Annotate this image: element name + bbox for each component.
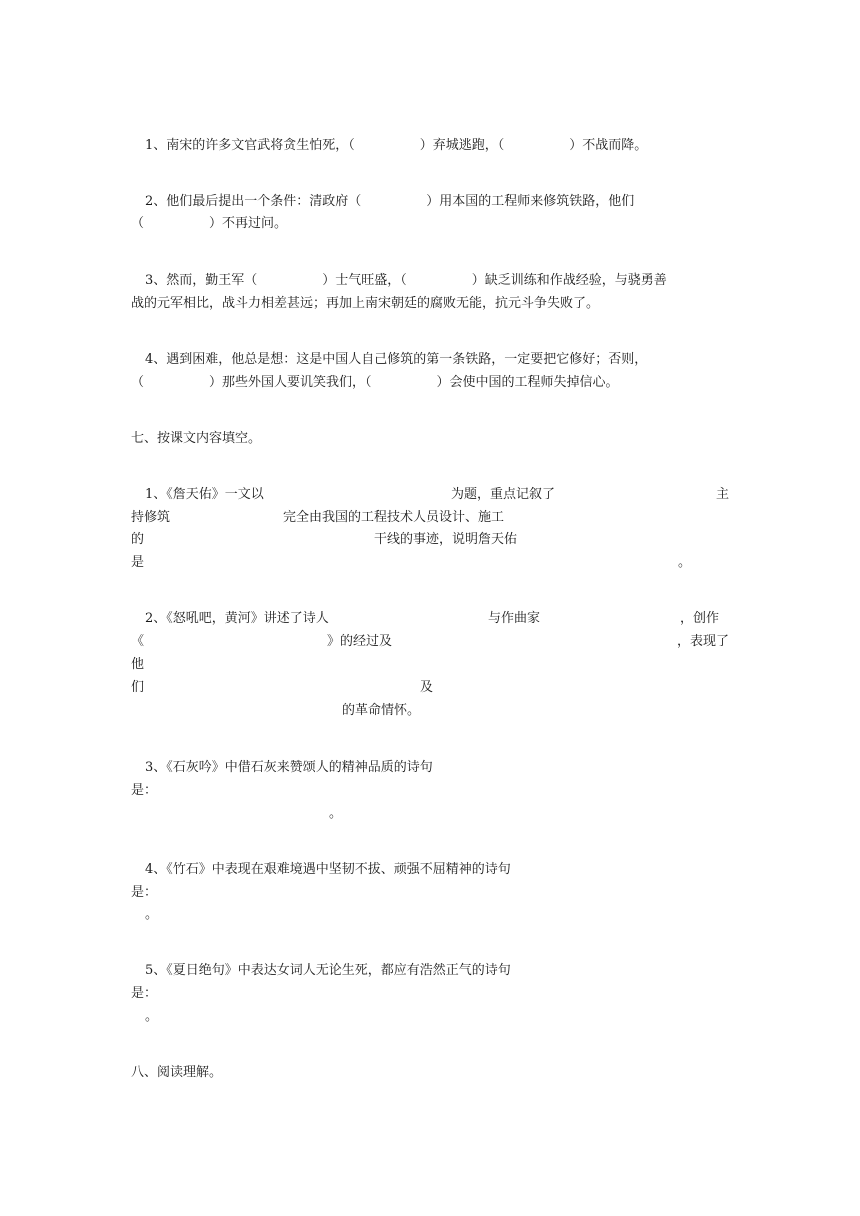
question-line: 是： <box>131 986 158 1001</box>
question-line: 3、然而，勤王军（ ）士气旺盛，（ ）缺乏训练和作战经验，与骁勇善 <box>145 273 667 288</box>
text-segment: 干线的事迹，说明詹天佑 <box>374 532 518 547</box>
question-line: 1、南宋的许多文官武将贪生怕死，（ ）弃城逃跑，（ ）不战而降。 <box>145 138 648 153</box>
text-segment: 与作曲家 <box>488 611 541 626</box>
text-segment: 的革命情怀。 <box>342 703 421 718</box>
text-segment: ，创作 <box>680 611 720 626</box>
text-segment: 的 <box>131 532 145 547</box>
text-segment: 是 <box>131 555 145 570</box>
text-segment: 1、《詹天佑》一文以 <box>145 487 264 502</box>
text-segment: 。 <box>678 555 692 570</box>
text-segment: 们 <box>131 680 145 695</box>
section-heading-7: 七、按课文内容填空。 <box>131 431 262 446</box>
text-segment: 为题，重点记叙了 <box>451 487 556 502</box>
question-line: 。 <box>329 806 343 821</box>
section-heading-8: 八、阅读理解。 <box>131 1065 223 1080</box>
question-line: 。 <box>145 907 159 922</box>
text-segment: 主 <box>716 487 730 502</box>
question-line: 4、《竹石》中表现在艰难境遇中坚韧不拔、顽强不屈精神的诗句 <box>145 862 511 877</box>
question-line: 战的元军相比，战斗力相差甚远；再加上南宋朝廷的腐败无能，抗元斗争失败了。 <box>131 296 600 311</box>
text-segment: 持修筑 <box>131 510 171 525</box>
question-line: 是： <box>131 783 158 798</box>
question-line: 4、遇到困难，他总是想：这是中国人自己修筑的第一条铁路，一定要把它修好；否则， <box>145 352 648 367</box>
text-segment: 《 <box>131 634 145 649</box>
question-line: 是： <box>131 885 158 900</box>
question-line: 。 <box>145 1009 159 1024</box>
question-line: （ ）不再过问。 <box>131 216 288 231</box>
text-segment: 及 <box>420 680 434 695</box>
text-segment: 他 <box>131 657 145 672</box>
text-segment: 》的经过及 <box>327 634 393 649</box>
question-line: （ ）那些外国人要讥笑我们，（ ）会使中国的工程师失掉信心。 <box>131 375 619 390</box>
question-line: 3、《石灰吟》中借石灰来赞颂人的精神品质的诗句 <box>145 760 433 775</box>
text-segment: 2、《怒吼吧，黄河》讲述了诗人 <box>145 611 329 626</box>
question-line: 2、他们最后提出一个条件：清政府（ ）用本国的工程师来修筑铁路，他们 <box>145 194 635 209</box>
question-line: 5、《夏日绝句》中表达女词人无论生死，都应有浩然正气的诗句 <box>145 963 511 978</box>
text-segment: ，表现了 <box>677 634 730 649</box>
text-segment: 完全由我国的工程技术人员设计、施工 <box>283 510 505 525</box>
